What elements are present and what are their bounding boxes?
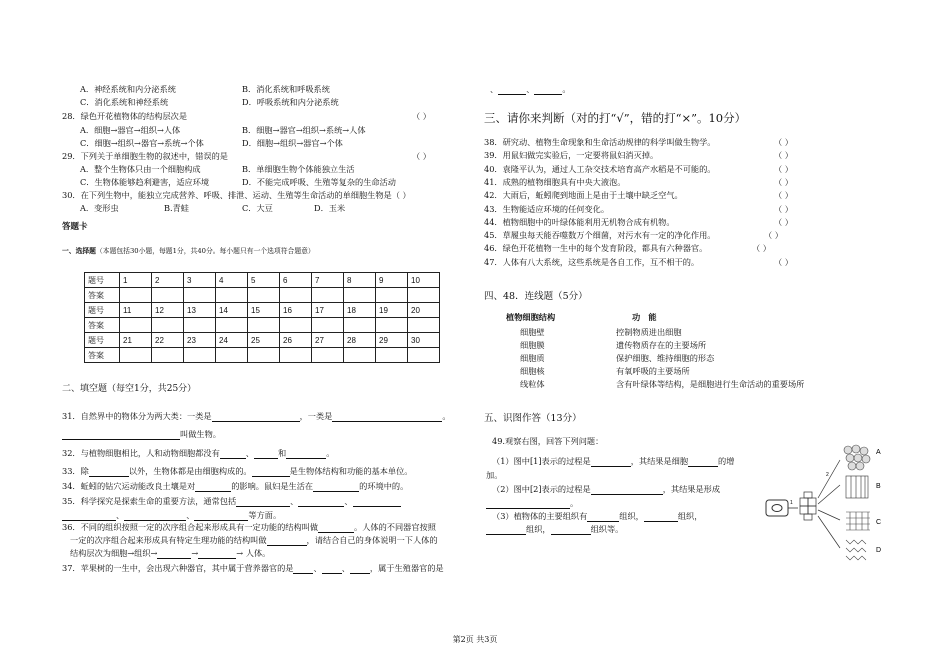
q35-sep-4: 、	[186, 510, 195, 520]
arrow-to-d	[818, 516, 840, 548]
table-cell: 3	[184, 273, 216, 288]
q30-text: 30．在下列生物中，能独立完成营养、呼吸、排泄、运动、生殖等生命活动的单细胞生物是（ ）	[62, 190, 411, 200]
section1-note: （本题包括30小题，每题1分，共40分。每小题只有一个选项符合题意）	[95, 247, 315, 255]
q49-2-cont	[486, 498, 578, 509]
answer-cell[interactable]	[408, 348, 440, 363]
q27-option-d: D．呼吸系统和内分泌系统	[242, 97, 339, 107]
answer-cell[interactable]	[280, 288, 312, 303]
judge-item	[484, 257, 699, 268]
answer-cell[interactable]	[120, 288, 152, 303]
q31-text-a: 31．自然界中的物体分为两大类：一类是	[62, 411, 212, 421]
section1-title: 一、选择题	[62, 247, 96, 255]
table-label-no: 题号	[85, 333, 120, 348]
fig-label-1: 1	[790, 500, 793, 506]
table-cell: 13	[184, 303, 216, 318]
q32-text: 32．与植物细胞相比，人和动物细胞都没有	[62, 448, 220, 458]
q32-sep-2: 和	[278, 448, 287, 458]
section1-heading	[62, 246, 315, 257]
answer-cell[interactable]	[280, 348, 312, 363]
table-cell: 16	[280, 303, 312, 318]
match-left-item[interactable]: 细胞质	[520, 353, 545, 363]
table-cell: 24	[216, 333, 248, 348]
answer-cell[interactable]	[344, 288, 376, 303]
table-row	[85, 303, 440, 318]
table-cell: 4	[216, 273, 248, 288]
page-footer: 第2页 共3页	[452, 635, 498, 644]
table-cell: 28	[344, 333, 376, 348]
q35-text-a: 35．科学探究是探索生命的重要方法，通常包括	[62, 496, 237, 506]
answer-cell[interactable]	[344, 318, 376, 333]
judge-item	[484, 177, 625, 188]
judge-item	[484, 164, 715, 175]
q37-cont-sep-1: 、	[490, 84, 499, 94]
table-cell: 9	[376, 273, 408, 288]
q33-text-a: 33．除	[62, 466, 89, 476]
table-cell: 23	[184, 333, 216, 348]
answer-cell[interactable]	[248, 288, 280, 303]
q49-2-line	[492, 484, 720, 495]
q31-text-b: ，一类是	[299, 411, 333, 421]
match-right-item[interactable]: 含有叶绿体等结构，是细胞进行生命活动的重要场所	[616, 379, 805, 389]
q35-sep-1: 、	[290, 496, 299, 506]
q37-cont-end: 。	[562, 84, 571, 94]
answer-cell[interactable]	[216, 318, 248, 333]
q37-text-d: ，属于生殖器官的是	[369, 563, 444, 573]
q36-text-e: 结构层次为细胞→组织→	[70, 548, 158, 558]
judge-item-text: 47．人体有八大系统，这些系统是各自工作，互不相干的。	[484, 256, 700, 267]
q49-2-text-b: ，其结果是形成	[662, 484, 721, 494]
judge-answer-paren[interactable]: （ ）	[774, 203, 793, 214]
table-label-ans: 答案	[85, 318, 120, 333]
q49-3-cont	[486, 524, 623, 535]
match-right-item[interactable]: 有氧呼吸的主要场所	[616, 366, 690, 376]
q30-option-d: D．玉米	[314, 203, 346, 213]
answer-table	[84, 272, 440, 363]
answer-cell[interactable]	[376, 348, 408, 363]
q29-option-a: A．整个生物体只由一个细胞构成	[80, 164, 201, 174]
table-cell: 27	[312, 333, 344, 348]
judge-answer-paren[interactable]: （ ）	[774, 137, 793, 147]
q28-option-a: A．细胞→器官→组织→人体	[80, 125, 181, 135]
match-head-left: 植物细胞结构	[506, 312, 556, 322]
q49-2-blank-1[interactable]	[591, 485, 663, 495]
q37-sep-1: 、	[313, 563, 322, 573]
q35-text-d: 等方面。	[248, 510, 282, 520]
q36-text-b: 。人体的不同器官按照	[354, 522, 436, 532]
q49-3-text-e: 组织等。	[590, 524, 624, 534]
fig-label-b: B	[876, 483, 881, 490]
q37-blank-5[interactable]	[534, 85, 562, 95]
tissue-d	[846, 540, 866, 560]
answer-cell[interactable]	[344, 348, 376, 363]
judge-item-text: 40．袁隆平认为，通过人工杂交技术培育高产水稻是不可能的。	[484, 163, 716, 174]
q35-sep-2: 、	[344, 496, 353, 506]
match-right-item[interactable]: 保护细胞、维持细胞的形态	[616, 353, 715, 363]
table-cell: 6	[280, 273, 312, 288]
q49-1-blank-1[interactable]	[591, 457, 631, 467]
cell-nucleus	[772, 505, 782, 512]
answer-cell[interactable]	[152, 288, 184, 303]
table-cell: 2	[152, 273, 184, 288]
judge-item-text: 45．草履虫每天能吞噬数万个细菌，对污水有一定的净化作用。	[484, 230, 716, 241]
tissue-c	[846, 512, 870, 530]
table-cell: 21	[120, 333, 152, 348]
answer-cell[interactable]	[408, 288, 440, 303]
table-label-ans: 答案	[85, 288, 120, 303]
table-cell: 25	[248, 333, 280, 348]
judge-answer-paren[interactable]: （ ）	[774, 256, 793, 267]
judge-item-text: 39．用鼠妇做完实验后，一定要将鼠妇消灭掉。	[484, 150, 659, 161]
q27-option-c: C．消化系统和神经系统	[80, 97, 169, 107]
table-cell: 1	[120, 273, 152, 288]
table-cell: 15	[248, 303, 280, 318]
q49-1-text-b: ，其结果是细胞	[630, 456, 689, 466]
answer-cell[interactable]	[184, 288, 216, 303]
table-cell: 18	[344, 303, 376, 318]
table-row	[85, 333, 440, 348]
answer-cell[interactable]	[216, 348, 248, 363]
answer-cell[interactable]	[120, 348, 152, 363]
answer-cell[interactable]	[248, 318, 280, 333]
q49-1-blank-2[interactable]	[688, 457, 718, 467]
answer-cell[interactable]	[184, 348, 216, 363]
q28-option-d: D．细胞→组织→器官→个体	[242, 138, 343, 148]
q32-end: 。	[326, 448, 335, 458]
q29-option-b: B．单细胞生物个体能独立生活	[242, 164, 355, 174]
match-left-item[interactable]: 细胞壁	[520, 327, 545, 337]
q49-3-blank-1[interactable]	[587, 512, 619, 522]
q34-text-c: 的环境中的。	[359, 481, 409, 491]
table-cell: 14	[216, 303, 248, 318]
answer-cell[interactable]	[408, 318, 440, 333]
table-label-no: 题号	[85, 303, 120, 318]
tissue-a	[844, 445, 870, 470]
table-row	[85, 348, 440, 363]
q37-blank-4[interactable]	[498, 85, 526, 95]
q49-3-text-d: 组织，	[526, 524, 551, 534]
section5-title: 五、识图作答（13分）	[484, 413, 582, 424]
q49-3-blank-3[interactable]	[486, 525, 526, 535]
table-cell: 29	[376, 333, 408, 348]
q36-text-d: ，请结合自己的身体说明一下人体的	[306, 535, 438, 545]
answer-card-title: 答题卡	[62, 222, 88, 232]
q28-option-c: C．细胞→组织→器官→系统→个体	[80, 138, 204, 148]
q49-text: 49.观察右图，回答下列问题：	[492, 436, 604, 446]
q49-1-text-a: （1）图中[1]表示的过程是	[492, 456, 591, 466]
table-row	[85, 288, 440, 303]
table-cell: 7	[312, 273, 344, 288]
judge-item	[484, 204, 609, 215]
judge-answer-paren[interactable]: （ ）	[764, 230, 783, 241]
fig-label-c: C	[876, 519, 882, 526]
q34-text-b: 的影响。鼠妇是生活在	[231, 481, 314, 491]
answer-cell[interactable]	[312, 288, 344, 303]
fig-label-2: 2	[826, 472, 829, 478]
q36-text-a: 36．不同的组织按照一定的次序组合起来形成具有一定功能的结构叫做	[62, 522, 319, 532]
table-label-ans: 答案	[85, 348, 120, 363]
judge-answer-paren[interactable]: （ ）	[774, 163, 793, 174]
judge-answer-paren[interactable]: （ ）	[774, 190, 793, 201]
fig-label-a: A	[876, 449, 881, 456]
q27-option-a: A．神经系统和内分泌系统	[80, 84, 176, 94]
q36-arrow: →	[191, 548, 199, 558]
table-label-no: 题号	[85, 273, 120, 288]
fig-label-d: D	[876, 547, 882, 554]
table-cell: 5	[248, 273, 280, 288]
judge-item	[484, 190, 683, 201]
single-cell	[766, 500, 788, 516]
table-row	[85, 318, 440, 333]
q49-3-line	[492, 511, 702, 522]
q37-continuation	[490, 84, 571, 95]
section4-title: 四、48．连线题（5分）	[484, 291, 588, 302]
match-head-right: 功 能	[632, 312, 657, 322]
judge-answer-paren[interactable]: （ ）	[752, 243, 771, 254]
q37-sep-2: 、	[341, 563, 350, 573]
answer-cell[interactable]	[152, 318, 184, 333]
q49-2-text-a: （2）图中[2]表示的过程是	[492, 484, 591, 494]
judge-answer-paren[interactable]: （ ）	[774, 176, 793, 187]
answer-cell[interactable]	[376, 288, 408, 303]
q49-1-cont: 加。	[486, 470, 503, 480]
table-row	[85, 273, 440, 288]
table-cell: 26	[280, 333, 312, 348]
judge-item	[484, 137, 715, 148]
table-cell: 30	[408, 333, 440, 348]
table-cell: 20	[408, 303, 440, 318]
q49-3-text-a: （3）植物体的主要组织有	[492, 511, 588, 521]
judge-item	[484, 217, 675, 228]
judge-item	[484, 150, 658, 161]
arrow-to-a	[818, 460, 840, 498]
q28-paren: （ ）	[412, 111, 431, 121]
q27-option-b: B．消化系统和呼吸系统	[242, 84, 330, 94]
answer-cell[interactable]	[312, 318, 344, 333]
judge-item-text: 43．生物能适应环境的任何变化。	[484, 203, 610, 214]
q49-1-line	[492, 456, 734, 467]
q30-option-c: C．大豆	[242, 203, 273, 213]
table-cell: 22	[152, 333, 184, 348]
answer-cell[interactable]	[216, 288, 248, 303]
judge-answer-paren[interactable]: （ ）	[774, 150, 793, 161]
table-cell: 11	[120, 303, 152, 318]
table-cell: 12	[152, 303, 184, 318]
arrow-to-b	[818, 485, 840, 504]
section3-title: 三、请你来判断（对的打“√”，错的打“×”。10分）	[484, 111, 747, 125]
judge-item-text: 46．绿色开花植物一生中的每个发育阶段，都具有六种器官。	[484, 243, 708, 254]
q49-3-text-b: 组织，	[619, 511, 644, 521]
match-right-item[interactable]: 遗传物质存在的主要场所	[616, 340, 707, 350]
q33-text-b: 以外，生物体都是由细胞构成的。	[128, 466, 252, 476]
judge-item-text: 44．植物细胞中的叶绿体能利用无机物合成有机物。	[484, 216, 675, 227]
q49-2-text-c: 。	[570, 498, 579, 508]
table-cell: 8	[344, 273, 376, 288]
judge-answer-paren[interactable]: （ ）	[774, 216, 793, 227]
answer-cell[interactable]	[184, 318, 216, 333]
table-cell: 17	[312, 303, 344, 318]
q37-cont-sep-2: 、	[526, 84, 535, 94]
q29-option-c: C．生物体能够趋利避害，适应环境	[80, 177, 210, 187]
q36-text-g: → 人体。	[236, 548, 271, 558]
q31-text-d: 叫做生物。	[180, 429, 221, 439]
q35-sep-3: 、	[116, 510, 125, 520]
answer-cell[interactable]	[248, 348, 280, 363]
match-left-item[interactable]: 线粒体	[520, 379, 545, 389]
q49-1-text-c: 的增	[718, 456, 735, 466]
arrow-to-c	[818, 510, 840, 520]
match-left-item[interactable]: 细胞核	[520, 366, 545, 376]
tissue-b	[846, 476, 868, 498]
cell-differentiation-figure	[760, 440, 900, 580]
answer-cell[interactable]	[280, 318, 312, 333]
answer-cell[interactable]	[152, 348, 184, 363]
q30-option-b: B.青蛙	[164, 203, 189, 213]
match-left-item[interactable]: 细胞膜	[520, 340, 545, 350]
cell-group	[800, 492, 816, 520]
judge-item-text: 42．大雨后，蚯蚓爬到地面上是由于土壤中缺乏空气。	[484, 190, 683, 201]
q49-2-blank-2[interactable]	[486, 499, 570, 509]
q36-text-c: 一定的次序组合起来形成具有特定生理功能的结构叫做	[70, 535, 267, 545]
section2-title: 二、填空题（每空1分，共25分）	[62, 384, 197, 394]
q49-3-text-c: 组织，	[677, 511, 703, 521]
q30-option-a: A．变形虫	[80, 203, 119, 213]
judge-item	[484, 230, 715, 241]
judge-item-text: 38．研究动、植物生命现象和生命活动规律的科学叫做生物学。	[484, 137, 716, 147]
q49-3-blank-2[interactable]	[644, 512, 678, 522]
q28-text: 28．绿色开花植物体的结构层次是	[62, 111, 188, 121]
answer-cell[interactable]	[312, 348, 344, 363]
judge-item-text: 41．成熟的植物细胞具有中央大液泡。	[484, 176, 626, 187]
q29-option-d: D．不能完成呼吸、生殖等复杂的生命活动	[242, 177, 396, 187]
q37-text-a: 37．苹果树的一生中，会出现六种器官，其中属于营养器官的是	[62, 563, 294, 573]
q31-text-c: 。	[442, 411, 451, 421]
q49-3-blank-4[interactable]	[551, 525, 591, 535]
answer-cell[interactable]	[376, 318, 408, 333]
q32-sep-1: 、	[245, 448, 254, 458]
q29-paren: （ ）	[412, 151, 431, 161]
q33-text-c: 是生物体结构和功能的基本单位。	[289, 466, 413, 476]
match-right-item[interactable]: 控制物质进出细胞	[616, 327, 682, 337]
q29-text: 29．下列关于单细胞生物的叙述中，错误的是	[62, 151, 228, 161]
table-cell: 19	[376, 303, 408, 318]
judge-item	[484, 243, 707, 254]
answer-cell[interactable]	[120, 318, 152, 333]
q34-text-a: 34．蚯蚓的钻穴运动能改良土壤是对	[62, 481, 196, 491]
table-cell: 10	[408, 273, 440, 288]
q28-option-b: B．细胞→器官→组织→系统→人体	[242, 125, 366, 135]
